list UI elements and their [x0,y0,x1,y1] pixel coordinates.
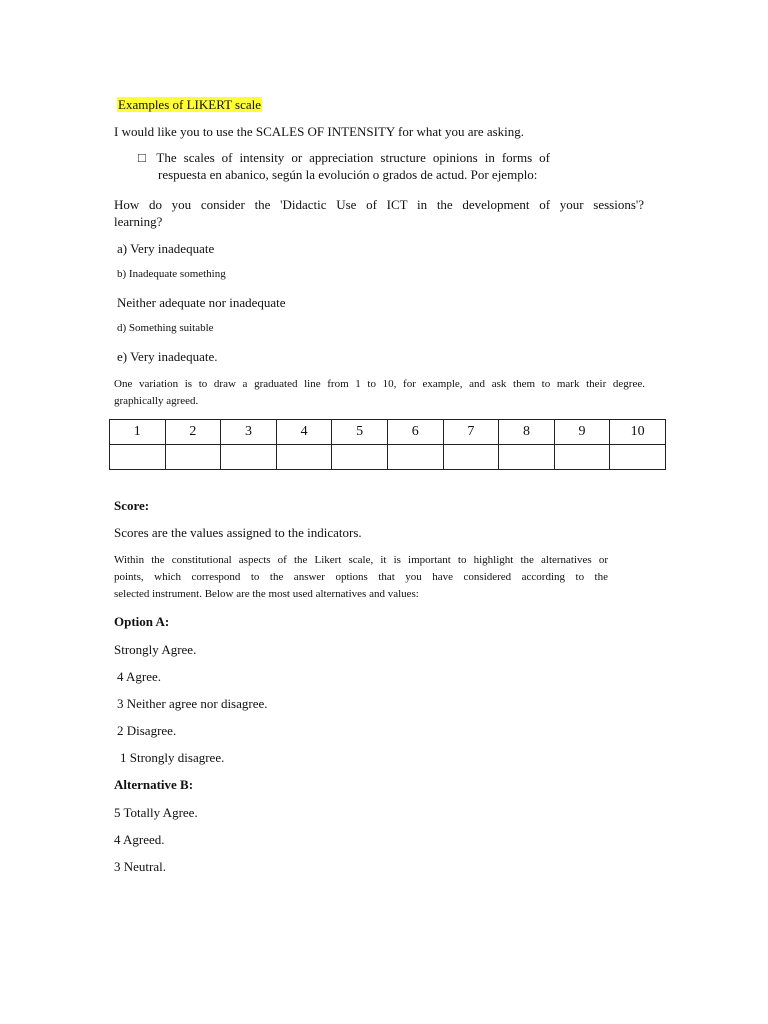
score-paragraph-line-1: Within the constitutional aspects of the Likert scale, it is important to highlight the alternatives or [114,554,608,566]
scale-mark-cell[interactable] [276,445,332,470]
scale-cell-1: 1 [110,420,166,445]
scale-mark-cell[interactable] [610,445,666,470]
scale-cell-10: 10 [610,420,666,445]
option-a-item: 3 Neither agree nor disagree. [117,696,268,711]
option-a-item: 2 Disagree. [117,723,177,738]
scale-cell-8: 8 [499,420,555,445]
bullet-line-1: □ The scales of intensity or appreciation structure opinions in forms of [138,150,551,165]
scale-cell-4: 4 [276,420,332,445]
scale-cell-2: 2 [165,420,221,445]
scale-cell-5: 5 [332,420,388,445]
alternative-b-item: 4 Agreed. [114,832,165,847]
scale-cell-6: 6 [387,420,443,445]
title-highlight: Examples of LIKERT scale [118,97,262,112]
scale-cell-9: 9 [554,420,610,445]
variation-line-1: One variation is to draw a graduated line from 1 to 10, for example, and ask them to mark their degree. [114,378,645,390]
option-b: b) Inadequate something [117,268,226,280]
scale-mark-row [110,445,666,470]
checkbox-bullet-icon: □ [138,150,150,165]
scale-mark-cell[interactable] [499,445,555,470]
alternative-b-item: 5 Totally Agree. [114,805,198,820]
scale-cell-7: 7 [443,420,499,445]
score-paragraph-line-2: points, which correspond to the answer options that you have considered according to the [114,571,608,583]
document-title [117,96,647,113]
intro-text: I would like you to use the SCALES OF INTENSITY for what you are asking. [114,124,525,139]
bullet-paragraph [138,149,550,183]
scale-mark-cell[interactable] [165,445,221,470]
question-line-2: learning? [114,214,163,229]
alternative-b-heading: Alternative B: [114,777,194,792]
scale-mark-cell[interactable] [221,445,277,470]
option-a: a) Very inadequate [117,241,215,256]
scale-mark-cell[interactable] [332,445,388,470]
variation-line-2: graphically agreed. [114,395,199,407]
option-a-item: 1 Strongly disagree. [120,750,225,765]
option-d: d) Something suitable [117,322,214,334]
graduated-scale-table [109,419,666,470]
scale-cell-3: 3 [221,420,277,445]
option-c: Neither adequate nor inadequate [117,295,286,310]
scale-mark-cell[interactable] [387,445,443,470]
score-definition: Scores are the values assigned to the indicators. [114,525,362,540]
scale-number-row [110,420,666,445]
scale-mark-cell[interactable] [443,445,499,470]
scale-mark-cell[interactable] [554,445,610,470]
option-a-item: 4 Agree. [117,669,162,684]
bullet-line-2: respuesta en abanico, según la evolución o grados de actud. Por ejemplo: [158,167,538,182]
score-heading: Score: [114,498,150,513]
scale-mark-cell[interactable] [110,445,166,470]
option-a-item: Strongly Agree. [114,642,197,657]
score-paragraph-line-3: selected instrument. Below are the most used alternatives and values: [114,588,419,600]
option-a-heading: Option A: [114,614,170,629]
alternative-b-item: 3 Neutral. [114,859,166,874]
question-line-1: How do you consider the 'Didactic Use of ICT in the development of your sessions'? [114,197,644,212]
option-e: e) Very inadequate. [117,349,218,364]
